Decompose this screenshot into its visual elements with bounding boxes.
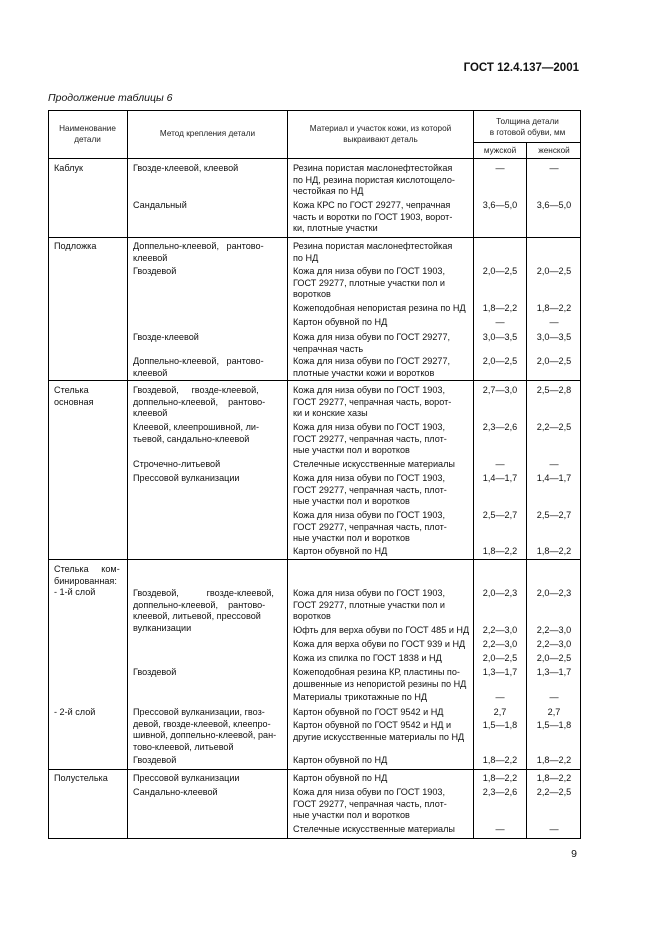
group-divider-polustelka <box>48 769 581 770</box>
row-8-name: Стелька основная <box>54 385 94 407</box>
header-method: Метод крепления детали <box>159 129 256 138</box>
row-20-name: - 2-й слой <box>54 707 96 717</box>
row-22-female: 1,8—2,2 <box>536 755 572 765</box>
row-17-material: Кожа из спилка по ГОСТ 1838 и НД <box>293 653 442 663</box>
row-21-material: Картон обувной по ГОСТ 9542 и НД и другие искусственные материалы по НД <box>293 720 465 742</box>
row-23-material: Картон обувной по НД <box>293 773 388 783</box>
row-2-method: Доппельно-клеевой, рантово- клеевой <box>133 241 264 263</box>
row-0-male: — <box>495 163 505 173</box>
row-18-method: Гвоздевой <box>133 667 177 677</box>
row-10-female: — <box>549 459 559 469</box>
row-22-male: 1,8—2,2 <box>482 755 518 765</box>
row-20-method: Прессовой вулканизации, гвоз- девой, гвозде-клеевой, клеепро- шивной, доппельно-клеевой, ран- тово-клеевой, литьевой <box>133 707 277 752</box>
row-5-male: — <box>495 317 505 327</box>
row-8-material: Кожа для низа обуви по ГОСТ 1903, ГОСТ 29277, чепрачная часть, ворот- ки и конские хазы <box>293 385 452 419</box>
page-number: 9 <box>571 848 577 860</box>
row-17-female: 2,0—2,5 <box>536 653 572 663</box>
row-22-material: Картон обувной по НД <box>293 755 388 765</box>
row-5-material: Картон обувной по НД <box>293 317 388 327</box>
header-thickness: Толщина детали в готовой обуви, мм <box>489 117 566 137</box>
row-14-name: Стелька ком- бинированная: - 1-й слой <box>54 564 120 598</box>
row-24-material: Кожа для низа обуви по ГОСТ 1903, ГОСТ 29277, чепрачная часть, плот- ные участки пол и воротков <box>293 787 447 821</box>
row-11-method: Прессовой вулканизации <box>133 473 240 483</box>
row-4-male: 1,8—2,2 <box>482 303 518 313</box>
row-19-male: — <box>495 692 505 702</box>
row-7-female: 2,0—2,5 <box>536 356 572 366</box>
row-0-method: Гвозде-клеевой, клеевой <box>133 163 239 173</box>
row-11-material: Кожа для низа обуви по ГОСТ 1903, ГОСТ 29277, чепрачная часть, плот- ные участки пол и воротков <box>293 473 447 507</box>
row-6-female: 3,0—3,5 <box>536 332 572 342</box>
row-3-material: Кожа для низа обуви по ГОСТ 1903, ГОСТ 29277, плотные участки пол и воротков <box>293 266 446 300</box>
row-19-material: Материалы трикотажные по НД <box>293 692 428 702</box>
document-standard-number: ГОСТ 12.4.137—2001 <box>463 62 579 74</box>
row-14-female: 2,0—2,3 <box>536 588 572 598</box>
row-12-female: 2,5—2,7 <box>536 510 572 520</box>
column-divider-method <box>287 110 288 839</box>
row-2-material: Резина пористая маслонефтестойкая по НД <box>293 241 453 263</box>
row-9-method: Клеевой, клеепрошивной, ли- тьевой, сандально-клеевой <box>133 422 260 444</box>
row-16-male: 2,2—3,0 <box>482 639 518 649</box>
row-23-name: Полустелька <box>54 773 108 783</box>
row-12-material: Кожа для низа обуви по ГОСТ 1903, ГОСТ 29277, чепрачная часть, плот- ные участки пол и воротков <box>293 510 447 544</box>
header-female: женской <box>538 146 570 155</box>
material-thickness-table <box>48 110 581 839</box>
row-22-method: Гвоздевой <box>133 755 177 765</box>
row-18-female: 1,3—1,7 <box>536 667 572 677</box>
row-25-male: — <box>495 824 505 834</box>
row-23-female: 1,8—2,2 <box>536 773 572 783</box>
header-male: мужской <box>483 146 517 155</box>
row-8-method: Гвоздевой, гвозде-клеевой, доппельно-клеевой, рантово- клеевой <box>133 385 266 419</box>
row-11-female: 1,4—1,7 <box>536 473 572 483</box>
table-caption: Продолжение таблицы 6 <box>48 92 173 104</box>
row-0-female: — <box>549 163 559 173</box>
row-18-material: Кожеподобная резина КР, пластины по- дошвенные из непористой резины по НД <box>293 667 467 689</box>
row-6-material: Кожа для низа обуви по ГОСТ 29277, чепрачная часть <box>293 332 451 354</box>
row-0-name: Каблук <box>54 163 83 173</box>
row-3-male: 2,0—2,5 <box>482 266 518 276</box>
row-14-method: Гвоздевой, гвозде-клеевой, доппельно-клеевой, рантово- клеевой, литьевой, прессовой вулканизации <box>133 588 274 633</box>
row-15-material: Юфть для верха обуви по ГОСТ 485 и НД <box>293 625 470 635</box>
row-2-name: Подложка <box>54 241 97 251</box>
row-16-material: Кожа для верха обуви по ГОСТ 939 и НД <box>293 639 466 649</box>
row-1-method: Сандальный <box>133 200 187 210</box>
row-7-male: 2,0—2,5 <box>482 356 518 366</box>
row-18-male: 1,3—1,7 <box>482 667 518 677</box>
row-20-male: 2,7 <box>493 707 507 717</box>
group-divider-stelka-comb <box>48 559 581 560</box>
column-divider-gender <box>526 143 527 839</box>
row-13-material: Картон обувной по НД <box>293 546 388 556</box>
row-5-female: — <box>549 317 559 327</box>
row-10-male: — <box>495 459 505 469</box>
row-4-female: 1,8—2,2 <box>536 303 572 313</box>
row-13-female: 1,8—2,2 <box>536 546 572 556</box>
row-24-method: Сандально-клеевой <box>133 787 218 797</box>
row-15-male: 2,2—3,0 <box>482 625 518 635</box>
column-divider-name <box>127 110 128 839</box>
row-9-female: 2,2—2,5 <box>536 422 572 432</box>
group-divider-stelka <box>48 380 581 381</box>
header-name: Наименование детали <box>59 124 116 144</box>
row-24-male: 2,3—2,6 <box>482 787 518 797</box>
row-3-female: 2,0—2,5 <box>536 266 572 276</box>
row-19-female: — <box>549 692 559 702</box>
row-9-material: Кожа для низа обуви по ГОСТ 1903, ГОСТ 29277, чепрачная часть, плот- ные участки пол и воротков <box>293 422 447 456</box>
row-25-female: — <box>549 824 559 834</box>
row-1-material: Кожа КРС по ГОСТ 29277, чепрачная часть и воротки по ГОСТ 1903, ворот- ки, плотные участки <box>293 200 453 234</box>
row-14-material: Кожа для низа обуви по ГОСТ 1903, ГОСТ 29277, плотные участки пол и воротков <box>293 588 446 622</box>
row-1-female: 3,6—5,0 <box>536 200 572 210</box>
row-9-male: 2,3—2,6 <box>482 422 518 432</box>
header-material: Материал и участок кожи, из которой выкраивают деталь <box>309 124 452 144</box>
row-21-male: 1,5—1,8 <box>482 720 518 730</box>
group-divider-podlozhka <box>48 237 581 238</box>
header-subdivider <box>473 142 581 143</box>
row-17-male: 2,0—2,5 <box>482 653 518 663</box>
row-12-male: 2,5—2,7 <box>482 510 518 520</box>
row-23-method: Прессовой вулканизации <box>133 773 240 783</box>
row-6-method: Гвозде-клеевой <box>133 332 199 342</box>
row-20-female: 2,7 <box>547 707 561 717</box>
row-8-female: 2,5—2,8 <box>536 385 572 395</box>
header-bottom-rule <box>48 158 581 159</box>
row-16-female: 2,2—3,0 <box>536 639 572 649</box>
row-23-male: 1,8—2,2 <box>482 773 518 783</box>
row-10-method: Строчечно-литьевой <box>133 459 221 469</box>
row-0-material: Резина пористая маслонефтестойкая по НД, резина пористая кислотощело- честойкая по НД <box>293 163 455 197</box>
row-10-material: Стелечные искусственные материалы <box>293 459 455 469</box>
row-11-male: 1,4—1,7 <box>482 473 518 483</box>
row-7-material: Кожа для низа обуви по ГОСТ 29277, плотные участки кожи и воротков <box>293 356 451 378</box>
table-border-left <box>48 110 49 839</box>
row-20-material: Картон обувной по ГОСТ 9542 и НД <box>293 707 444 717</box>
row-4-material: Кожеподобная непористая резина по НД <box>293 303 466 313</box>
row-15-female: 2,2—3,0 <box>536 625 572 635</box>
row-8-male: 2,7—3,0 <box>482 385 518 395</box>
row-7-method: Доппельно-клеевой, рантово- клеевой <box>133 356 264 378</box>
row-21-female: 1,5—1,8 <box>536 720 572 730</box>
row-1-male: 3,6—5,0 <box>482 200 518 210</box>
row-24-female: 2,2—2,5 <box>536 787 572 797</box>
row-6-male: 3,0—3,5 <box>482 332 518 342</box>
row-13-male: 1,8—2,2 <box>482 546 518 556</box>
row-3-method: Гвоздевой <box>133 266 177 276</box>
row-25-material: Стелечные искусственные материалы <box>293 824 455 834</box>
row-14-male: 2,0—2,3 <box>482 588 518 598</box>
